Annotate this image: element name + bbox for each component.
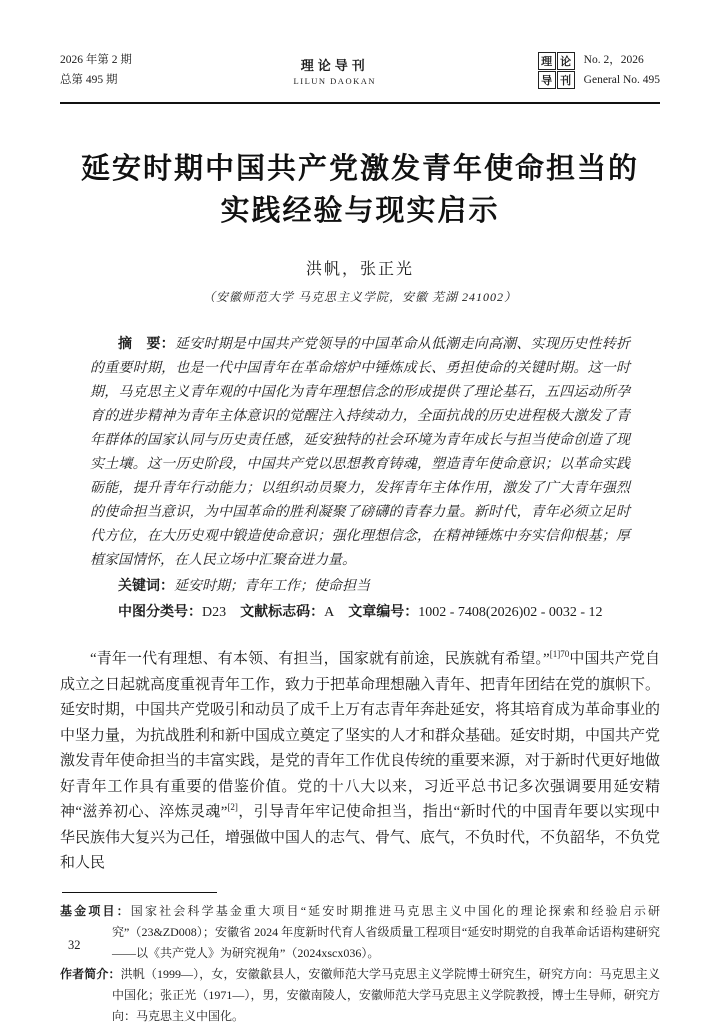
abstract: [90, 331, 630, 573]
footnote-divider: [62, 892, 217, 893]
abstract-label: 摘 要：: [118, 335, 175, 352]
seal-char: 论: [557, 52, 575, 70]
journal-name-cn: 理论导刊: [300, 57, 369, 73]
issue-no-en: No. 2，2026: [583, 54, 644, 66]
fund-project-note: [60, 901, 660, 964]
meta-block: [90, 331, 630, 625]
citation-ref-2: [2]: [227, 802, 238, 813]
classification-line: [90, 599, 630, 625]
keywords: [90, 573, 630, 599]
paragraph-1: [60, 647, 660, 877]
issue-info: [60, 50, 132, 90]
issue-info-en-block: [538, 50, 660, 90]
seal-char: 导: [538, 71, 556, 89]
fund-project-label: 基金项目：: [60, 903, 131, 918]
seal-char: 理: [538, 52, 556, 70]
issue-general-en: General No. 495: [583, 74, 660, 87]
article-title: [60, 148, 660, 232]
issue-info-en: [584, 50, 660, 90]
journal-seal-logo: [538, 52, 575, 89]
journal-name-block: [132, 55, 538, 86]
seal-char: 刊: [557, 71, 575, 89]
authors: 洪帆，张正光: [305, 261, 414, 279]
footnotes: [60, 901, 660, 1027]
doc-code-label: 文献标志码：: [240, 603, 325, 620]
clc-label: 中图分类号：: [118, 603, 202, 620]
title-line1: 延安时期中国共产党激发青年使命担当的: [80, 153, 639, 186]
doc-code-segment: [240, 605, 334, 620]
article-id-value: 1002 - 7408(2026)02 - 0032 - 12: [418, 605, 603, 621]
p1-text: 中国共产党自成立之日起就高度重视青年工作，致力于把革命理想融入青年、把青年团结在党的旗帜下。延安时期，中国共产党吸引和动员了成千上万有志青年奔赴延安，将其培育成为革命事业的中坚力量，为抗战胜利和新中国成立奠定了坚实的人才和群众基础。延安时期，中国共产党激发青年使命担当的丰富实践，是党的青年工作优良传统的重要来源，对于新时代更好地做好青年工作具有重要的借鉴价值。党的十八大以来，习近平总书记多次强调要用延安精神“滋养初心、淬炼灵魂”: [60, 651, 661, 821]
keywords-text: 延安时期；青年工作；使命担当: [174, 579, 370, 595]
clc-segment: [118, 605, 226, 620]
issue-line2: 总第 495 期: [60, 74, 118, 87]
journal-header: [60, 50, 660, 104]
author-bio-label: 作者简介：: [60, 966, 121, 981]
title-line2: 实践经验与现实启示: [220, 195, 500, 228]
abstract-text: 延安时期是中国共产党领导的中国革命从低潮走向高潮、实现历史性转折的重要时期，也是一代中国青年在革命熔炉中锤炼成长、勇担使命的关键时期。这一时期，马克思主义青年观的中国化为青年理想信念的形成提供了理论基石，五四运动所孕育的进步精神为青年主体意识的觉醒注入持续动力，全面抗战的历史进程极大激发了青年群体的国家认同与历史责任感，延安独特的社会环境为青年成长与担当使命创造了现实土壤。这一历史阶段，中国共产党以思想教育铸魂，塑造青年使命意识；以革命实践砺能，提升青年行动能力；以组织动员聚力，发挥青年主体作用，激发了广大青年强烈的使命担当意识，为中国革命的胜利凝聚了磅礴的青春力量。新时代，青年必须立足时代方位，在大历史观中锻造使命意识；强化理想信念，在精神锤炼中夯实信仰根基；厚植家国情怀，在人民立场中汇聚奋进力量。: [90, 337, 631, 569]
author-bio-note: [60, 964, 660, 1027]
article-id-segment: [348, 605, 602, 620]
page-number: 32: [68, 938, 81, 952]
affiliation: （安徽师范大学 马克思主义学院，安徽 芜湖 241002）: [202, 290, 517, 305]
p1-text: “青年一代有理想、有本领、有担当，国家就有前途，民族就有希望。”: [90, 651, 550, 668]
author-bio-text: 洪帆（1999—），女，安徽歙县人，安徽师范大学马克思主义学院博士研究生，研究方向：马克思主义中国化；张正光（1971—），男，安徽南陵人，安徽师范大学马克思主义学院教授，博士生导师，研究方向：马克思主义中国化。: [112, 966, 660, 1023]
keywords-label: 关键词：: [118, 577, 174, 594]
p1-text: ，引导青年牢记使命担当，指出“新时代的中国青年要以实现中华民族伟大复兴为己任，增强做中国人的志气、骨气、底气，不负时代，不负韶华，不负党和人民: [60, 804, 661, 872]
fund-project-text: 国家社会科学基金重大项目“延安时期推进马克思主义中国化的理论探索和经验启示研究”（23&ZD008）；安徽省 2024 年度新时代育人省级质量工程项目“延安时期党的自我革命话语构建研究——以《共产党人》为研究视角”（2024xscx036）。: [112, 903, 660, 960]
citation-ref-1: [1]70: [549, 649, 570, 660]
journal-name-pinyin: LILUN DAOKAN: [293, 75, 376, 86]
article-body: [60, 647, 660, 877]
issue-line1: 2026 年第 2 期: [60, 54, 132, 66]
clc-value: D23: [202, 605, 227, 621]
doc-code-value: A: [324, 605, 335, 621]
article-id-label: 文章编号：: [348, 603, 419, 620]
